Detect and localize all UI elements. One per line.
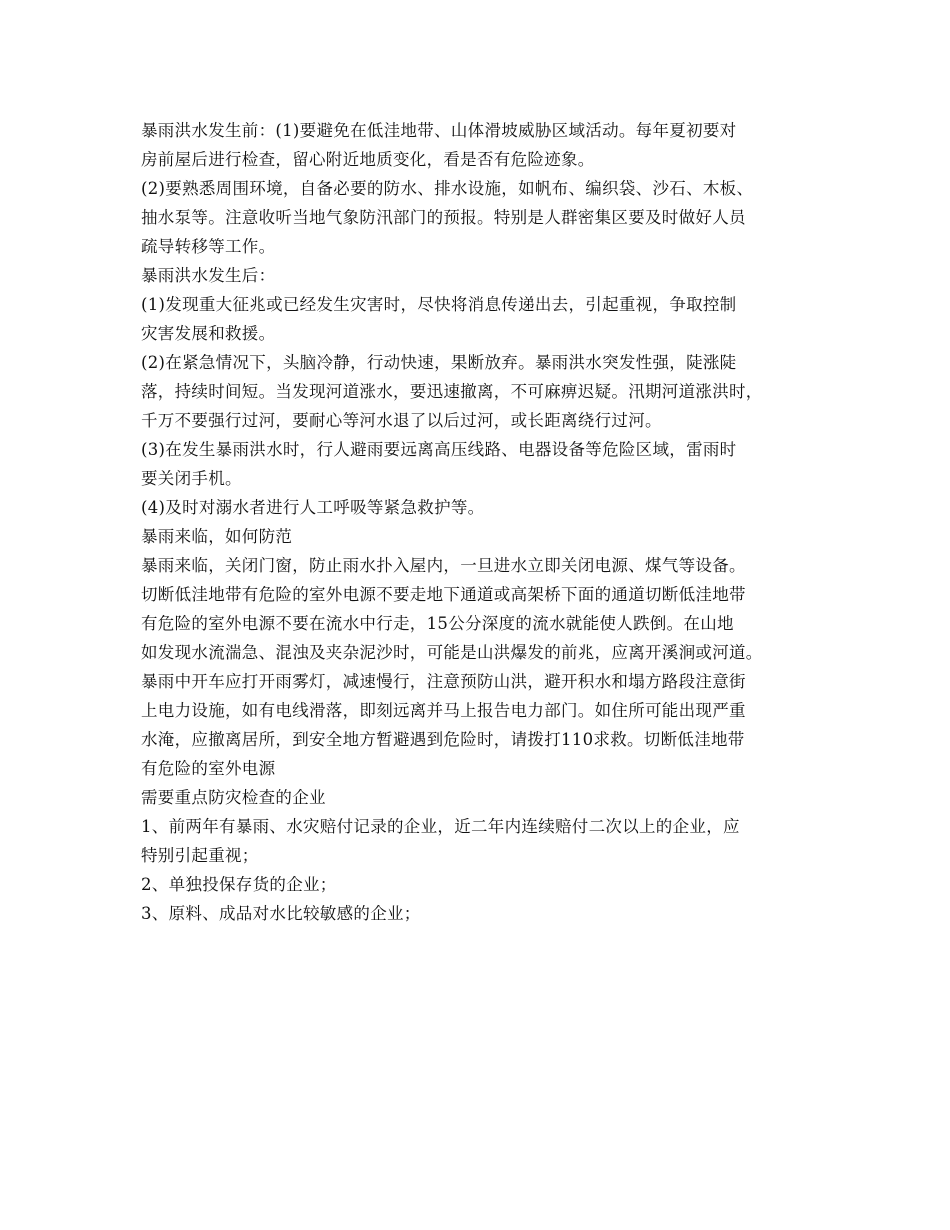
text-line: 落，持续时间短。当发现河道涨水，要迅速撤离，不可麻痹迟疑。汛期河道涨洪时， xyxy=(141,382,763,401)
text-line: 暴雨中开车应打开雨雾灯，减速慢行，注意预防山洪，避开积水和塌方路段注意街 xyxy=(141,672,746,691)
text-line: 1、前两年有暴雨、水灾赔付记录的企业，近二年内连续赔付二次以上的企业，应 xyxy=(141,817,740,836)
text-line: 房前屋后进行检查，留心附近地质变化，看是否有危险迹象。 xyxy=(141,150,595,169)
text-line: 上电力设施，如有电线滑落，即刻远离并马上报告电力部门。如住所可能出现严重 xyxy=(141,701,746,720)
text-line: (2)要熟悉周围环境，自备必要的防水、排水设施，如帆布、编织袋、沙石、木板、 xyxy=(141,179,754,198)
text-line: 有危险的室外电源 xyxy=(141,759,276,778)
text-line: (2)在紧急情况下，头脑冷静，行动快速，果断放弃。暴雨洪水突发性强，陡涨陡 xyxy=(141,353,737,372)
text-line: 暴雨洪水发生前：(1)要避免在低洼地带、山体滑坡威胁区域活动。每年夏初要对 xyxy=(141,121,737,140)
text-line: 水淹，应撤离居所，到安全地方暂避遇到危险时，请拨打110求救。切断低洼地带 xyxy=(141,730,745,749)
text-line: (1)发现重大征兆或已经发生灾害时，尽快将消息传递出去，引起重视，争取控制 xyxy=(141,295,737,314)
section-heading: 暴雨洪水发生后： xyxy=(141,266,276,285)
text-line: 如发现水流湍急、混浊及夹杂泥沙时，可能是山洪爆发的前兆，应离开溪涧或河道。 xyxy=(141,643,763,662)
text-line: 灾害发展和救援。 xyxy=(141,324,276,343)
text-line: 3、原料、成品对水比较敏感的企业； xyxy=(141,904,421,923)
text-line: (4)及时对溺水者进行人工呼吸等紧急救护等。 xyxy=(141,498,485,517)
text-line: 暴雨来临，关闭门窗，防止雨水扑入屋内，一旦进水立即关闭电源、煤气等设备。 xyxy=(141,556,746,575)
section-heading: 暴雨来临，如何防范 xyxy=(141,527,293,546)
document-body xyxy=(141,116,831,928)
text-line: 2、单独投保存货的企业； xyxy=(141,875,337,894)
text-line: 抽水泵等。注意收听当地气象防汛部门的预报。特别是人群密集区要及时做好人员 xyxy=(141,208,746,227)
text-line: 疏导转移等工作。 xyxy=(141,237,276,256)
text-line: 特别引起重视； xyxy=(141,846,259,865)
text-line: 有危险的室外电源不要在流水中行走，15公分深度的流水就能使人跌倒。在山地 xyxy=(141,614,734,633)
section-heading: 需要重点防灾检查的企业 xyxy=(141,788,326,807)
text-line: 千万不要强行过河，要耐心等河水退了以后过河，或长距离绕行过河。 xyxy=(141,411,662,430)
text-line: 要关闭手机。 xyxy=(141,469,242,488)
text-line: 切断低洼地带有危险的室外电源不要走地下通道或高架桥下面的通道切断低洼地带 xyxy=(141,585,746,604)
text-line: (3)在发生暴雨洪水时，行人避雨要远离高压线路、电器设备等危险区域，雷雨时 xyxy=(141,440,737,459)
